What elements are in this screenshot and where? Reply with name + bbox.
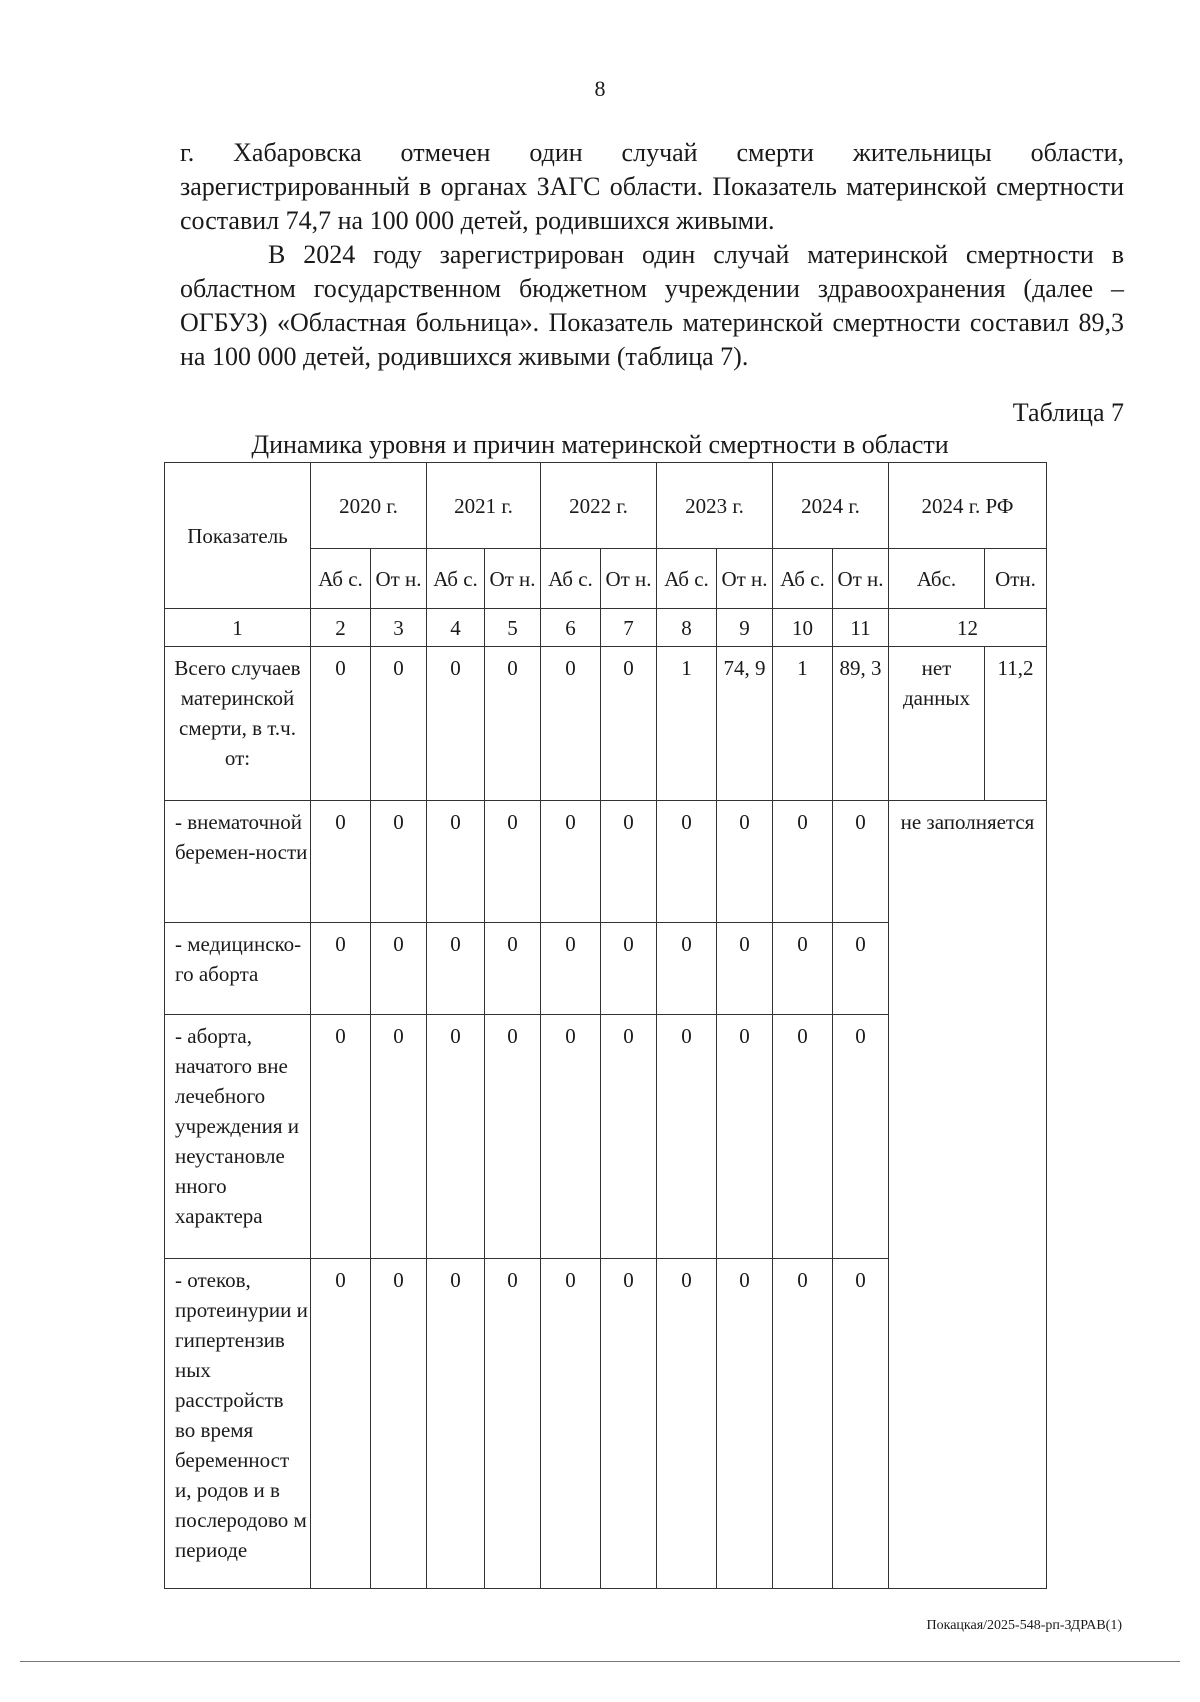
cell-value: 0 [427,1259,485,1589]
rf-rel-value: 11,2 [985,647,1047,801]
header-row-years [165,463,1047,549]
sub-header-rel: От н. [371,549,427,609]
col-number: 8 [657,609,717,647]
cell-value: 0 [657,801,717,923]
sub-header-rel: От н. [717,549,773,609]
not-filled-cell: не заполняется [889,801,1047,1589]
col-number: 4 [427,609,485,647]
cell-value: 0 [427,923,485,1015]
page-number: 8 [594,76,606,101]
col-number: 6 [541,609,601,647]
cell-value: 0 [601,923,657,1015]
sub-header-rel: От н. [833,549,889,609]
cell-value: 0 [371,1015,427,1259]
row-label: Всего случаев материнской смерти, в т.ч. от: [165,647,311,801]
cell-value: 0 [601,801,657,923]
cell-value: 0 [371,647,427,801]
cell-value: 0 [541,923,601,1015]
row-label: - медицинско-го аборта [165,923,311,1015]
year-header: 2024 г. [773,463,889,549]
rf-header-abs: Абс. [889,549,985,609]
sub-header-abs: Аб с. [427,549,485,609]
cell-value: 0 [427,647,485,801]
cell-value: 0 [773,801,833,923]
cell-value: 0 [311,1015,371,1259]
col-number: 2 [311,609,371,647]
cell-value: 0 [717,1259,773,1589]
table-container [164,462,1047,1589]
mortality-table [164,462,1047,1589]
rf-abs-value: нет данных [889,647,985,801]
year-header: 2023 г. [657,463,773,549]
col-number: 9 [717,609,773,647]
cell-value: 0 [311,923,371,1015]
cell-value: 0 [601,1259,657,1589]
cell-value: 0 [485,801,541,923]
table-label: Таблица 7 [1012,398,1124,427]
cell-value: 0 [717,801,773,923]
cell-value: 1 [773,647,833,801]
cell-value: 1 [657,647,717,801]
cell-value: 0 [541,647,601,801]
sub-header-rel: От н. [485,549,541,609]
cell-value: 0 [601,1015,657,1259]
cell-value: 74, 9 [717,647,773,801]
col-number: 11 [833,609,889,647]
col-number: 7 [601,609,657,647]
indicator-header: Показатель [165,463,311,609]
year-header: 2020 г. [311,463,427,549]
cell-value: 0 [485,647,541,801]
cell-value: 0 [717,1015,773,1259]
cell-value: 0 [541,801,601,923]
cell-value: 0 [541,1015,601,1259]
cell-value: 0 [657,923,717,1015]
cell-value: 0 [601,647,657,801]
cell-value: 0 [657,1259,717,1589]
cell-value: 0 [311,647,371,801]
table-row-total [165,647,1047,801]
row-label: - внематочной беремен-ности [165,801,311,923]
col-number: 12 [889,609,1047,647]
cell-value: 0 [311,1259,371,1589]
table-title: Динамика уровня и причин материнской смертности в области [251,430,949,459]
cell-value: 0 [833,1015,889,1259]
row-label: - отеков, протеинурии и гипертензив ных расстройств во время беременност и, родов и в послеродово м периоде [165,1259,311,1589]
body-text [180,136,1124,374]
cell-value: 0 [833,801,889,923]
year-header-rf: 2024 г. РФ [889,463,1047,549]
cell-value: 0 [311,801,371,923]
cell-value: 0 [485,1015,541,1259]
sub-header-abs: Аб с. [311,549,371,609]
year-header: 2022 г. [541,463,657,549]
cell-value: 0 [833,1259,889,1589]
col-number: 5 [485,609,541,647]
col-number: 3 [371,609,427,647]
cell-value: 0 [833,923,889,1015]
scan-edge-line [20,1661,1180,1662]
sub-header-abs: Аб с. [773,549,833,609]
cell-value: 0 [541,1259,601,1589]
cell-value: 0 [371,1259,427,1589]
col-number: 1 [165,609,311,647]
cell-value: 0 [485,923,541,1015]
paragraph-1: г. Хабаровска отмечен один случай смерти жительницы области, зарегистрированный в органах ЗАГС области. Показатель материнской смертности составил 74,7 на 100 000 детей, родившихся живыми. [180,138,1124,235]
year-header: 2021 г. [427,463,541,549]
sub-header-abs: Аб с. [657,549,717,609]
cell-value: 0 [773,1015,833,1259]
cell-value: 0 [657,1015,717,1259]
row-label: - аборта, начатого вне лечебного учреждения и неустановле нного характера [165,1015,311,1259]
cell-value: 0 [371,923,427,1015]
sub-header-abs: Аб с. [541,549,601,609]
cell-value: 0 [717,923,773,1015]
cell-value: 0 [485,1259,541,1589]
cell-value: 0 [427,1015,485,1259]
table-row [165,801,1047,923]
cell-value: 89, 3 [833,647,889,801]
paragraph-2: В 2024 году зарегистрирован один случай материнской смертности в областном государственном бюджетном учреждении здравоохранения (далее – ОГБУЗ) «Областная больница». Показатель материнской смертности составил 89,3 на 100 000 детей, родившихся живыми (таблица 7). [180,240,1124,371]
col-number: 10 [773,609,833,647]
sub-header-rel: От н. [601,549,657,609]
cell-value: 0 [773,1259,833,1589]
document-footer-code: Покацкая/2025-548-рп-ЗДРАВ(1) [926,1618,1122,1633]
rf-header-rel: Отн. [985,549,1047,609]
cell-value: 0 [773,923,833,1015]
column-number-row [165,609,1047,647]
cell-value: 0 [371,801,427,923]
cell-value: 0 [427,801,485,923]
